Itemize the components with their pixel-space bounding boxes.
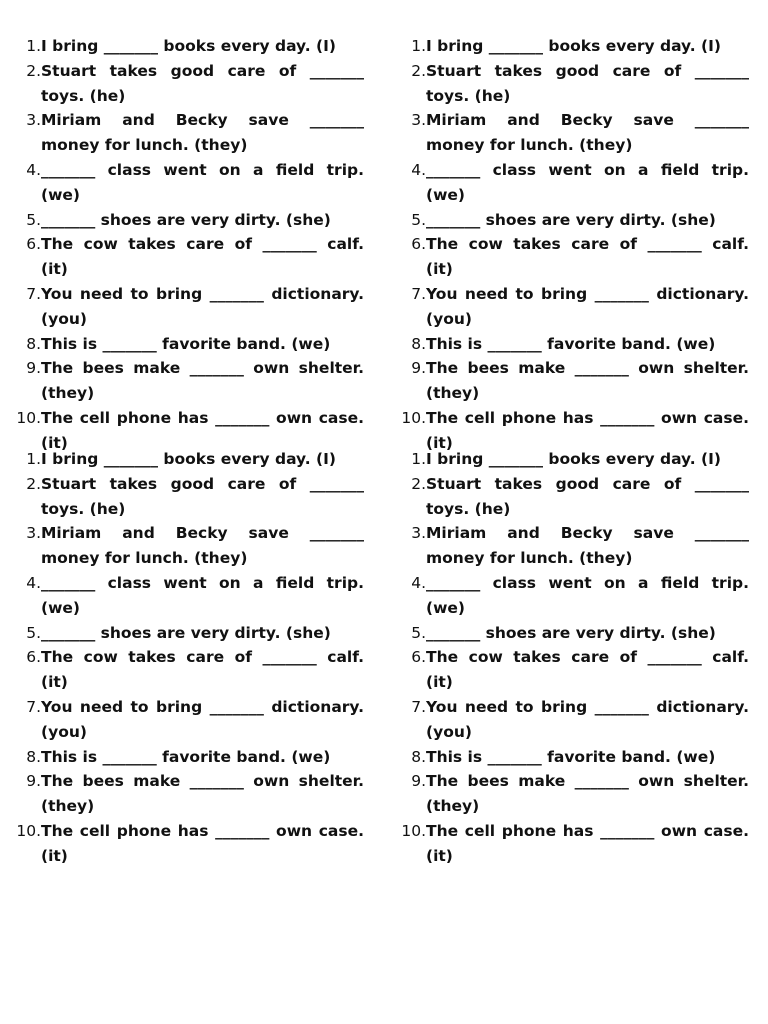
exercise-item	[12, 695, 364, 745]
item-number: 2.	[411, 474, 426, 493]
exercise-item	[12, 356, 364, 406]
item-number: 1.	[411, 450, 426, 468]
item-number: 10.	[16, 408, 41, 427]
exercise-item	[12, 472, 364, 522]
item-number: 3.	[26, 524, 41, 543]
item-text: This is _______ favorite band. (we)	[426, 334, 716, 353]
item-text: I bring _______ books every day. (I)	[41, 450, 336, 468]
exercise-item	[397, 59, 749, 109]
item-number: 5.	[26, 623, 41, 642]
exercise-item	[12, 447, 364, 472]
item-text: _______ shoes are very dirty. (she)	[41, 210, 331, 229]
worksheet-top-left	[12, 34, 364, 456]
item-text: This is _______ favorite band. (we)	[426, 747, 716, 766]
exercise-item	[397, 282, 749, 332]
exercise-item	[12, 521, 364, 571]
exercise-item	[12, 34, 364, 59]
exercise-item	[397, 356, 749, 406]
item-text: Miriam and Becky save _______ money for lunch. (they)	[41, 524, 364, 568]
item-number: 6.	[411, 648, 426, 667]
item-text: The cow takes care of _______ calf. (it)	[426, 648, 749, 692]
worksheet-bottom-left	[12, 447, 364, 869]
item-number: 10.	[401, 408, 426, 427]
item-text: I bring _______ books every day. (I)	[426, 37, 721, 55]
item-text: Miriam and Becky save _______ money for lunch. (they)	[426, 524, 749, 568]
item-text: _______ shoes are very dirty. (she)	[426, 210, 716, 229]
item-text: _______ class went on a field trip. (we)	[426, 573, 749, 617]
item-text: The cow takes care of _______ calf. (it)	[41, 648, 364, 692]
item-text: Miriam and Becky save _______ money for lunch. (they)	[426, 111, 749, 155]
item-text: The cell phone has _______ own case. (it)	[41, 821, 364, 865]
item-text: Stuart takes good care of _______ toys. (he)	[426, 474, 749, 518]
worksheet-bottom-right	[397, 447, 749, 869]
item-text: Stuart takes good care of _______ toys. (he)	[41, 474, 364, 518]
item-number: 9.	[411, 772, 426, 791]
exercise-item	[12, 745, 364, 770]
exercise-item	[397, 108, 749, 158]
item-number: 9.	[26, 359, 41, 378]
exercise-item	[12, 819, 364, 869]
item-text: The bees make _______ own shelter. (they)	[41, 359, 364, 403]
exercise-item	[397, 447, 749, 472]
item-number: 1.	[26, 450, 41, 468]
exercise-item	[397, 745, 749, 770]
item-number: 8.	[411, 747, 426, 766]
exercise-item	[12, 282, 364, 332]
exercise-item	[397, 819, 749, 869]
item-number: 1.	[411, 37, 426, 55]
item-text: You need to bring _______ dictionary. (you)	[41, 284, 364, 328]
item-text: I bring _______ books every day. (I)	[426, 450, 721, 468]
item-number: 9.	[26, 772, 41, 791]
item-text: You need to bring _______ dictionary. (you)	[41, 697, 364, 741]
exercise-item	[12, 232, 364, 282]
item-text: The bees make _______ own shelter. (they)	[426, 772, 749, 816]
item-text: You need to bring _______ dictionary. (you)	[426, 284, 749, 328]
item-number: 5.	[411, 623, 426, 642]
item-number: 2.	[411, 61, 426, 80]
item-text: _______ class went on a field trip. (we)	[41, 160, 364, 204]
item-number: 3.	[411, 524, 426, 543]
exercise-item	[397, 621, 749, 646]
exercise-item	[12, 158, 364, 208]
item-number: 7.	[411, 284, 426, 303]
item-number: 2.	[26, 61, 41, 80]
item-number: 10.	[16, 821, 41, 840]
item-text: The cell phone has _______ own case. (it)	[426, 821, 749, 865]
item-text: You need to bring _______ dictionary. (you)	[426, 697, 749, 741]
item-number: 6.	[26, 235, 41, 254]
exercise-item	[12, 108, 364, 158]
item-text: The cow takes care of _______ calf. (it)	[426, 235, 749, 279]
item-number: 8.	[26, 334, 41, 353]
item-text: Stuart takes good care of _______ toys. (he)	[426, 61, 749, 105]
exercise-item	[397, 332, 749, 357]
exercise-item	[397, 695, 749, 745]
item-text: _______ shoes are very dirty. (she)	[41, 623, 331, 642]
item-number: 3.	[411, 111, 426, 130]
exercise-item	[12, 769, 364, 819]
item-number: 8.	[26, 747, 41, 766]
exercise-item	[12, 208, 364, 233]
exercise-item	[12, 645, 364, 695]
exercise-item	[397, 232, 749, 282]
exercise-item	[12, 59, 364, 109]
item-text: The cow takes care of _______ calf. (it)	[41, 235, 364, 279]
item-number: 4.	[26, 160, 41, 179]
item-number: 1.	[26, 37, 41, 55]
exercise-item	[397, 769, 749, 819]
item-text: I bring _______ books every day. (I)	[41, 37, 336, 55]
item-text: _______ class went on a field trip. (we)	[41, 573, 364, 617]
item-number: 7.	[26, 284, 41, 303]
exercise-item	[397, 472, 749, 522]
item-number: 4.	[411, 160, 426, 179]
item-text: Miriam and Becky save _______ money for lunch. (they)	[41, 111, 364, 155]
exercise-item	[397, 521, 749, 571]
item-text: _______ class went on a field trip. (we)	[426, 160, 749, 204]
item-number: 7.	[26, 697, 41, 716]
item-text: This is _______ favorite band. (we)	[41, 747, 331, 766]
item-number: 10.	[401, 821, 426, 840]
item-number: 8.	[411, 334, 426, 353]
item-text: Stuart takes good care of _______ toys. (he)	[41, 61, 364, 105]
item-number: 4.	[411, 573, 426, 592]
exercise-item	[397, 645, 749, 695]
item-number: 4.	[26, 573, 41, 592]
item-number: 6.	[26, 648, 41, 667]
item-number: 9.	[411, 359, 426, 378]
exercise-item	[397, 34, 749, 59]
exercise-item	[397, 208, 749, 233]
exercise-item	[12, 621, 364, 646]
item-number: 6.	[411, 235, 426, 254]
exercise-item	[12, 571, 364, 621]
item-text: This is _______ favorite band. (we)	[41, 334, 331, 353]
exercise-item	[397, 158, 749, 208]
worksheet-top-right	[397, 34, 749, 456]
exercise-item	[397, 571, 749, 621]
item-text: The bees make _______ own shelter. (they)	[426, 359, 749, 403]
item-text: The bees make _______ own shelter. (they)	[41, 772, 364, 816]
item-number: 7.	[411, 697, 426, 716]
exercise-item	[12, 332, 364, 357]
item-number: 2.	[26, 474, 41, 493]
item-text: The cell phone has _______ own case. (it)	[426, 408, 749, 452]
item-number: 3.	[26, 111, 41, 130]
item-text: The cell phone has _______ own case. (it)	[41, 408, 364, 452]
item-number: 5.	[411, 210, 426, 229]
item-text: _______ shoes are very dirty. (she)	[426, 623, 716, 642]
item-number: 5.	[26, 210, 41, 229]
